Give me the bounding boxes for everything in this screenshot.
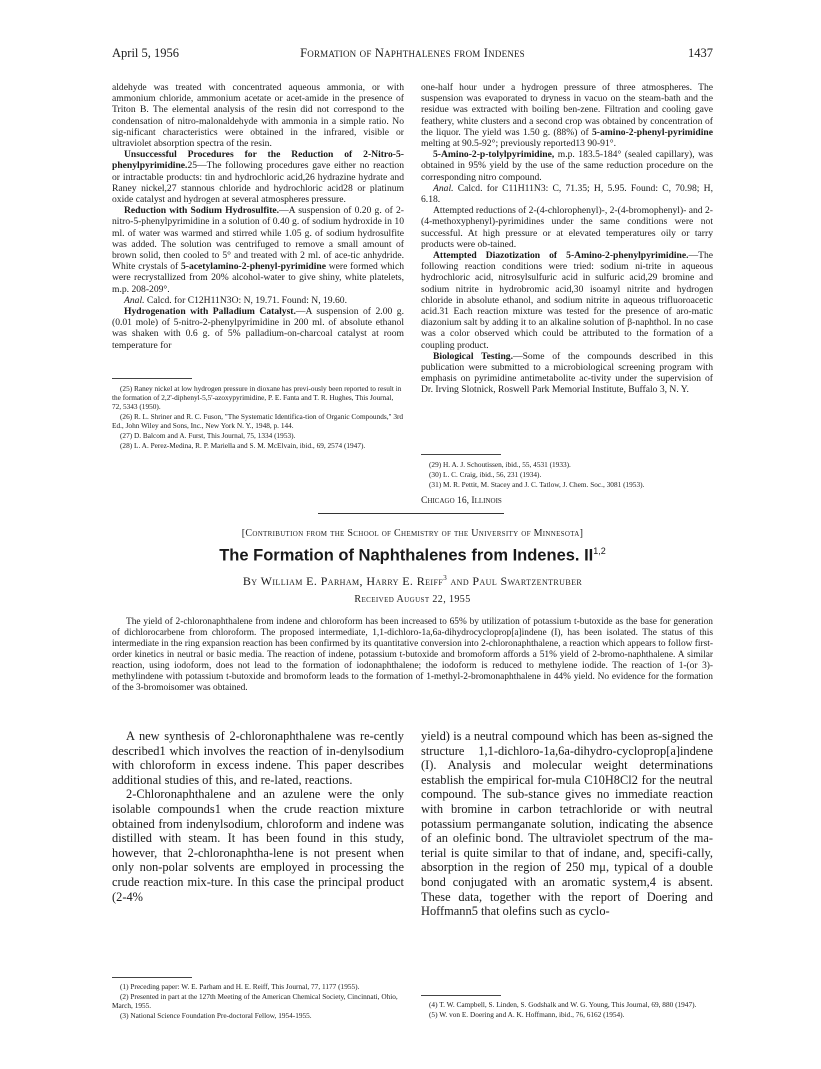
footnotes-bottom-right [421,1000,713,1020]
footnote-rule-bottom-right [421,995,501,996]
heading-diazotization: Attempted Diazotization of 5-Amino-2-phenylpyrimidine. [433,250,689,262]
heading-unsuccessful: Unsuccessful Procedures for the Reduction of 2-Nitro-5-phenylpyrimidine. [112,149,404,172]
body-left-column [112,729,404,904]
abstract: The yield of 2-chloronaphthalene from indene and chloroform has been increased to 65% by utilization of potassium t-butoxide as the base for generation of dichlorocarbene from chloroform. The proposed intermediate, 1,1-dichloro-1a,6a-dihydrocycloprop[a]indene (I), has been isolated. The status of this intermediate in the ring expansion reaction has been confirmed by its quantitative conversion into 2-chloronaphthalene, a reaction which appears to follow first-order kinetics in neutral or basic media. The reaction of indene, potassium t-butoxide and bromoform affords a 51% yield of 2-bromo-naphthalene. A similar reaction, using iodoform, does not lead to the formation of iodonaphthalene; the iodoform is reduced to methylene iodide. The reaction of 1-(or 3)-methylindene with potassium t-butoxide and bromoform leads to the formation of 1-methyl-2-bromonaphthalene in 44% yield. No evidence for the formation of the 3-bromoisomer was obtained. [112,617,713,693]
body-paragraph-3: yield) is a neutral compound which has been as-signed the structure 1,1-dichloro-1a,6a-dihydro-cycloprop[a]indene (I). Analysis and molecular weight determinations establish the empirical for-mula C10H8Cl2 for the neutral compound. The sub-stance gives no immediate reaction with bromine in carbon tetrachloride or with neutral potassium permanganate solution, indicating the absence of an olefinic bond. The ultraviolet spectrum of the ma-terial is quite similar to that of indane, and, specifi-cally, absorption in the region of 250 mμ, typical of a double bond conjugated with an aromatic system,4 is absent. These data, together with the report of Doering and Hoffmann5 that olefins such as cyclo- [421,729,713,919]
footnote-rule-right [421,454,501,455]
footnote-28: (28) L. A. Perez-Medina, R. P. Mariella and S. M. McElvain, ibid., 69, 2574 (1947). [120,441,366,450]
right-column-top [421,82,713,396]
article-title: The Formation of Naphthalenes from Indenes. II$^{1,2}$ [219,546,606,565]
running-title: Formation of Naphthalenes from Indenes [300,46,525,60]
article-separator [318,513,504,514]
paragraph-unsuccessful: Unsuccessful Procedures for the Reduction of 2-Nitro-5-phenylpyrimidine.25—The following procedures gave either no reaction or intractable products: tin and hydrochloric acid,26 hydrazine hydrate and Raney nickel,27 stannous chloride and hydrochloric acid28 or platinum oxide catalyst and hydrogen at several atmospheres pressure. [112,149,404,206]
heading-tolyl: 5-Amino-2-p-tolylpyrimidine, [433,149,555,161]
paragraph-tolyl: 5-Amino-2-p-tolylpyrimidine, m.p. 183.5-184° (sealed capillary), was obtained in 95% yield by the use of the same reduction procedure on the corresponding nitro compound. [421,149,713,183]
heading-biological: Biological Testing. [433,350,513,362]
body-right-column [421,729,713,919]
body-paragraph-1: A new synthesis of 2-chloronaphthalene was re-cently described1 which involves the reaction of in-denylsodium with chloroform in excess indene. This paper describes additional studies of this, and re-lated, reactions. [112,729,404,787]
footnote-rule-left [112,378,192,379]
paragraph-hydrogenation: Hydrogenation with Palladium Catalyst.—A suspension of 2.00 g. (0.01 mole) of 5-nitro-2-phenylpyrimidine in 200 ml. of absolute ethanol was shaken with 0.6 g. of 5% palladium-on-charcoal catalyst at room temperature for [112,306,404,351]
paragraph-hydrosulfite: Reduction with Sodium Hydrosulfite.—A suspension of 0.20 g. of 2-nitro-5-phenylpyrimidine in a solution of 0.40 g. of sodium hydroxide in 10 ml. of water was warmed and stirred while 1.05 g. of sodium hydrosulfite was added. The solution was centrifuged to remove a small amount of brown solid, then cooled to 5° and treated with 2 ml. of ace-tic anhydride. White crystals of 5-acetylamino-2-phenyl-pyrimidine were formed which were recrystallized from 20% alcohol-water to give shiny, white platelets, m.p. 208-209°. [112,205,405,295]
footnote-3: (3) National Science Foundation Pre-doctoral Fellow, 1954-1955. [120,1011,312,1020]
left-column-top [112,82,404,351]
footnotes-right [421,460,713,490]
analysis-2: Anal. Calcd. for C11H11N3: C, 71.35; H, 5.95. Found: C, 70.98; H, 6.18. [421,182,713,206]
footnote-rule-bottom-left [112,977,192,978]
heading-hydrosulfite: Reduction with Sodium Hydrosulfite. [124,205,280,217]
contribution-line: [Contribution from the School of Chemistry of the University of Minnesota] [241,528,584,539]
footnotes-bottom-left [112,982,404,1021]
place-line: Chicago 16, Illinois [421,495,502,506]
footnote-2: (2) Presented in part at the 127th Meeting of the American Chemical Society, Cincinnati, Ohio, March, 1955. [112,992,398,1010]
footnote-26: (26) R. L. Shriner and R. C. Fuson, "The Systematic Identifica-tion of Organic Compounds," 3rd Ed., John Wiley and Sons, Inc., New York N. Y., 1948, p. 144. [112,412,404,430]
footnote-27: (27) D. Balcom and A. Furst, This Journal, 75, 1334 (1953). [120,431,296,440]
footnote-31: (31) M. R. Pettit, M. Stacey and J. C. Tatlow, J. Chem. Soc., 3081 (1953). [429,480,645,489]
footnote-1: (1) Preceding paper: W. E. Parham and H. E. Reiff, This Journal, 77, 1177 (1955). [120,982,360,991]
page-number: 1437 [688,46,713,60]
running-header [112,46,713,62]
paragraph-attempted-reductions: Attempted reductions of 2-(4-chlorophenyl)-, 2-(4-bromophenyl)- and 2-(4-methoxyphenyl)-pyrimidines under the same conditions were not successful. At high pressure or at elevated temperatures oily or tarry products were ob-tained. [421,205,713,250]
footnote-5: (5) W. von E. Doering and A. K. Hoffmann, ibid., 76, 6162 (1954). [429,1010,625,1019]
paragraph-hydrogenation-cont: one-half hour under a hydrogen pressure of three atmospheres. The suspension was evaporated to dryness in vacuo on the steam-bath and the residue was extracted with boiling ben-zene. Filtration and cooling gave feathery, white clusters and a second crop was obtained by concentration of the liquor. The yield was 1.50 g. (88%) of 5-amino-2-phenyl-pyrimidine melting at 90.5-92°; previously reported13 90-91°. [421,82,713,150]
received-date: Received August 22, 1955 [354,594,471,605]
paragraph-biological: Biological Testing.—Some of the compounds described in this publication were submitted to a microbiological screening program with emphasis on pyrimidine antimetabolite ac-tivity under the supervision of Dr. Irving Slotnick, Roswell Park Memorial Institute, Buffalo 3, N. Y. [421,350,713,396]
analysis-1: Anal. Calcd. for C12H11N3O: N, 19.71. Found: N, 19.60. [124,294,347,306]
paragraph-diazotization: Attempted Diazotization of 5-Amino-2-phenylpyrimidine.—The following reaction conditions were tried: sodium ni-trite in aqueous hydrochloric acid, nitrosylsulfuric acid in sulfuric acid,29 bromine and sodium nitrite in hydrobromic acid,30 isoamyl nitrite and hydrogen chloride in absolute ethanol, and sodium nitrite in aqueous trifluoroacetic acid.31 Each reaction mixture was tested for the presence of aro-matic diazonium salt by adding it to an alkaline solution of β-naphthol. In no case was a color observed which could be attributed to the formation of a coupling product. [421,250,713,351]
footnote-30: (30) L. C. Craig, ibid., 56, 231 (1934). [429,470,542,479]
footnote-25: (25) Raney nickel at low hydrogen pressure in dioxane has previ-ously been reported to result in the formation of 2,2'-diphenyl-5,5'-azoxypyrimidine, P. E. Fanta and T. R. Hughes, This Journal, 72, 5343 (1950). [112,384,402,411]
heading-hydrogenation: Hydrogenation with Palladium Catalyst. [124,306,296,318]
article-authors: By William E. Parham, Harry E. Reiff$^3$ and Paul Swartzentruber [242,574,583,588]
body-paragraph-2: 2-Chloronaphthalene and an azulene were the only isolable compounds1 when the crude reaction mixture obtained from indenylsodium, chloroform and indene was distilled with steam. It has been found in this study, however, that 2-chloronaphtha-lene is not present when only non-polar solvents are employed in processing the crude reaction mix-ture. In this case the principal product (2-4% [112,787,404,904]
issue-date: April 5, 1956 [112,46,180,60]
footnote-4: (4) T. W. Campbell, S. Linden, S. Godshalk and W. G. Young, This Journal, 69, 880 (1947). [429,1000,697,1009]
paragraph-resin: aldehyde was treated with concentrated aqueous ammonia, or with ammonium chloride, ammonium acetate or acet-amide in the presence of Triton B. The elemental analysis of the resin did not correspond to the condensation of nitro-malonaldehyde with ammonia in a simple ratio. No sig-nificant characteristics were obtained in the infrared, visible or ultraviolet absorption spectra of the resin. [112,82,404,150]
footnote-29: (29) H. A. J. Schoutissen, ibid., 55, 4531 (1933). [429,460,571,469]
footnotes-left [112,384,404,451]
